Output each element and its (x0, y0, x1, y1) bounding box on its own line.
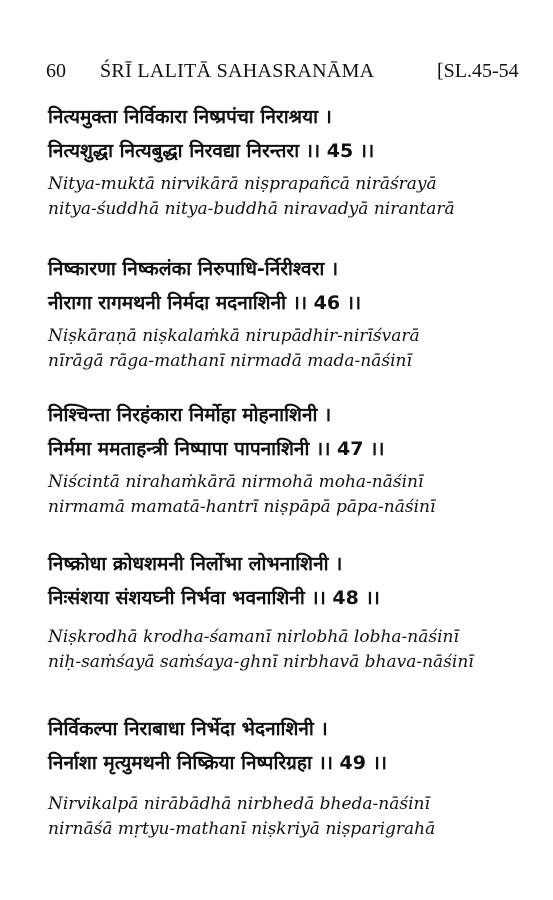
transliteration-line: niḥ-saṁśayā saṁśaya-ghnī nirbhavā bhava-nāśinī (48, 652, 474, 672)
devanagari-line: निर्विकल्पा निराबाधा निर्भेदा भेदनाशिनी । (48, 718, 328, 740)
book-title: ŚRĪ LALITĀ SAHASRANĀMA (100, 60, 375, 82)
devanagari-line: नीरागा रागमथनी निर्मदा मदनाशिनी ।। 46 ।। (48, 292, 362, 314)
transliteration-line: Niṣkrodhā krodha-śamanī nirlobhā lobha-nāśinī (48, 627, 459, 647)
verse-48 (48, 547, 548, 675)
page-number: 60 (46, 60, 66, 82)
devanagari-line: नित्यमुक्ता निर्विकारा निष्प्रपंचा निराश्रया । (48, 106, 332, 128)
page-header (0, 60, 553, 90)
verse-49 (48, 712, 548, 842)
transliteration-line: Niścintā nirahaṁkārā nirmohā moha-nāśinī (48, 472, 424, 492)
devanagari-line: निश्चिन्ता निरहंकारा निर्मोहा मोहनाशिनी । (48, 404, 332, 426)
devanagari-line: निःसंशया संशयघ्नी निर्भवा भवनाशिनी ।। 48 ।। (48, 587, 380, 609)
devanagari-line: निर्ममा ममताहन्त्री निष्पापा पापनाशिनी ।। 47 ।। (48, 438, 385, 460)
verse-47 (48, 398, 548, 520)
devanagari-line: नित्यशुद्धा नित्यबुद्धा निरवद्या निरन्तरा ।। 45 ।। (48, 140, 375, 162)
transliteration-line: Nirvikalpā nirābādhā nirbhedā bheda-nāśinī (48, 794, 430, 814)
section-reference: [SL.45-54 (437, 60, 519, 82)
transliteration-line: Nitya-muktā nirvikārā niṣprapañcā nirāśrayā (48, 174, 437, 194)
devanagari-line: निष्कारणा निष्कलंका निरुपाधि-र्निरीश्वरा । (48, 258, 339, 280)
verse-46 (48, 252, 548, 374)
devanagari-line: निर्नाशा मृत्युमथनी निष्क्रिया निष्परिग्रहा ।। 49 ।। (48, 752, 387, 774)
transliteration-line: nīrāgā rāga-mathanī nirmadā mada-nāśinī (48, 351, 412, 371)
verse-45 (48, 100, 548, 222)
transliteration-line: nitya-śuddhā nitya-buddhā niravadyā nirantarā (48, 199, 455, 219)
transliteration-line: Niṣkāraṇā niṣkalaṁkā nirupādhir-nirīśvarā (48, 326, 420, 346)
transliteration-line: nirmamā mamatā-hantrī niṣpāpā pāpa-nāśinī (48, 497, 436, 517)
transliteration-line: nirnāśā mṛtyu-mathanī niṣkriyā niṣparigrahā (48, 819, 436, 839)
devanagari-line: निष्क्रोधा क्रोधशमनी निर्लोभा लोभनाशिनी । (48, 553, 343, 575)
